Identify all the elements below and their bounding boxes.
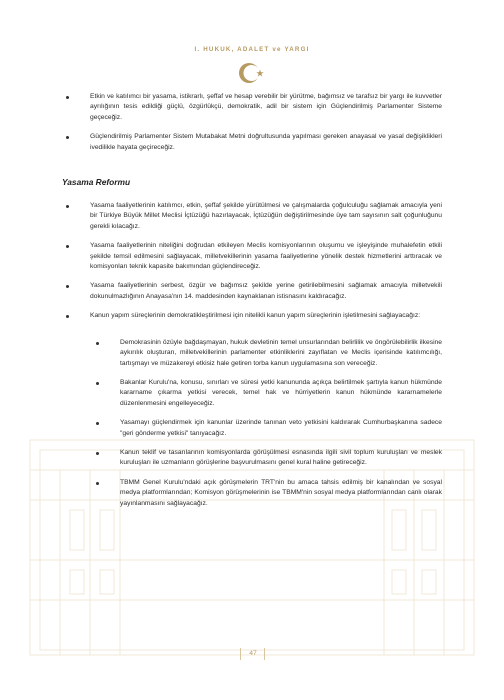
list-item — [62, 92, 442, 123]
bullet-icon — [96, 452, 99, 455]
list-item-text: Yasama faaliyetlerinin niteliğini doğrudan etkileyen Meclis komisyonlarının oluşumu ve işleyişinde muhalefetin etkili şekilde temsil edilmesini sağlayacak, milletvekillerinin yasama faaliyetlerine yönelik destek hizmetlerini arttıracak ve komisyonları teknik kapasite bakımından güçlendireceğiz. — [90, 242, 442, 271]
list-item-text: Yasama faaliyetlerinin serbest, özgür ve bağımsız şekilde yerine getirilebilmesini sağlamak amacıyla milletvekili dokunulmazlığının Anayasa'nın 14. maddesinden kaynaklanan istisnasını kaldıracağız. — [90, 282, 442, 300]
sub-list-item — [62, 478, 442, 509]
page-number: 47 — [249, 650, 257, 657]
list-item — [62, 201, 442, 232]
list-item-text: Etkin ve katılımcı bir yasama, istikrarlı, şeffaf ve hesap verebilir bir yürütme, bağımsız ve tarafsız bir yargı ile kuvvetler ayrılığının tesis edildiği güçlü, özgürlükçü, demokratik, adil bir sistem için Güçlendirilmiş Parlamenter Sisteme geçeceğiz. — [90, 93, 442, 121]
bullet-icon — [96, 382, 99, 385]
list-item-text: Kanun yapım süreçlerinin demokratikleştirilmesi için nitelikli kanun yapım süreçlerinin işletilmesini sağlayacağız: — [90, 312, 421, 320]
sub-list-item — [62, 448, 442, 469]
sub-list-item — [62, 378, 442, 409]
bullet-icon — [96, 482, 99, 485]
chapter-title: I. HUKUK, ADALET ve YARGI — [194, 46, 310, 53]
page-number-divider-left — [240, 648, 241, 660]
list-item — [62, 281, 442, 302]
list-item — [62, 311, 442, 321]
sub-list-item-text: Yasamayı güçlendirmek için kanunlar üzerinde tanınan veto yetkisini kaldırarak Cumhurbaşkanına sadece "geri gönderme yetkisi" tanıyacağız. — [120, 419, 442, 437]
sub-list-item-text: Demokrasinin özüyle bağdaşmayan, hukuk devletinin temel unsurlarından belirlilik ve öngörülebilirlik ilkesine aykırılık oluşturan, milletvekillerinin parlamenter etkinliklerini zayıflatan ve Meclis içerisinde katılımcılığı, tartışmayı ve müzakereyi etkisiz hale getiren torba kanun uygulamasına son vereceğiz. — [120, 338, 442, 367]
bullet-icon — [66, 315, 69, 318]
bullet-icon — [66, 136, 69, 139]
sub-list-item-text: Kanun teklif ve tasarılarının komisyonlarda görüşülmesi esnasında ilgili sivil toplum kuruluşları ve meslek kuruluşları ile uzmanların görüşlerine başvurulmasını genel kural haline getireceğiz. — [120, 448, 442, 467]
list-item-text: Yasama faaliyetlerinin katılımcı, etkin, şeffaf şekilde yürütülmesi ve çalışmalarda çoğulculuğu sağlamak amacıyla yeni bir Türkiye Büyük Millet Meclisi İçtüzüğü hazırlayacak, İçtüzüğün değiştirilmesinde üye tam sayısının salt çoğunluğunu gerekli kılacağız. — [90, 202, 442, 230]
section-heading: Yasama Reformu — [62, 177, 131, 188]
sub-list-item — [62, 418, 442, 439]
crescent-star-icon — [236, 60, 268, 86]
list-item — [62, 241, 442, 272]
sub-list-item — [62, 338, 442, 369]
list-item-text: Güçlendirilmiş Parlamenter Sistem Mutabakat Metni doğrultusunda yapılması gereken anayasal ve yasal değişiklikleri ivedilikle hayata geçireceğiz. — [90, 133, 442, 151]
list-item — [62, 132, 442, 153]
main-content — [62, 92, 442, 509]
bullet-icon — [66, 96, 69, 99]
bullet-icon — [66, 205, 69, 208]
bullet-icon — [96, 342, 99, 345]
sub-list-item-text: Bakanlar Kurulu'na, konusu, sınırları ve süresi yetki kanununda açıkça belirtilmek şartıyla kanun hükmünde kararname çıkarma yetkisi verecek, temel hak ve hürriyetlerin kanun hükmünde kararnamelerle düzenlenmesini engelleyeceğiz. — [120, 378, 442, 407]
page-number-divider-right — [264, 648, 265, 660]
bullet-icon — [66, 285, 69, 288]
bullet-icon — [96, 422, 99, 425]
sub-list-item-text: TBMM Genel Kurulu'ndaki açık görüşmelerin TRT'nin bu amaca tahsis edilmiş bir kanalından ve sosyal medya platformlarından; Komisyon görüşmelerinin ise TBMM'nin sosyal medya platformlarından canlı olarak yayınlanmasını sağlayacağız. — [120, 478, 442, 507]
bullet-icon — [66, 245, 69, 248]
